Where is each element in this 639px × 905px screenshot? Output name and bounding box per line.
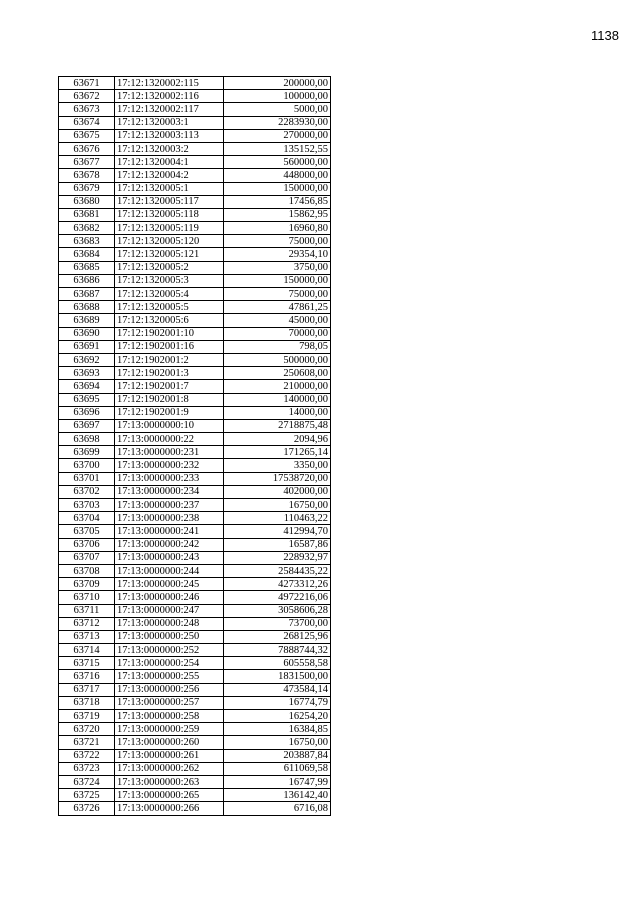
table-row [59,604,331,617]
table-row [59,538,331,551]
cadastral-number-cell: 17:13:0000000:252 [115,644,224,657]
table-row [59,301,331,314]
cadastral-number-cell: 17:12:1320005:119 [115,222,224,235]
row-number-cell: 63699 [59,446,115,459]
row-number-cell: 63684 [59,248,115,261]
cadastral-number-cell: 17:12:1320002:117 [115,103,224,116]
row-number-cell: 63706 [59,538,115,551]
row-number-cell: 63719 [59,710,115,723]
cadastral-number-cell: 17:12:1320003:113 [115,129,224,142]
cadastral-number-cell: 17:13:0000000:255 [115,670,224,683]
table-row [59,644,331,657]
row-number-cell: 63689 [59,314,115,327]
row-number-cell: 63686 [59,274,115,287]
cadastral-value-cell: 75000,00 [224,288,331,301]
cadastral-number-cell: 17:12:1902001:7 [115,380,224,393]
cadastral-value-cell: 3750,00 [224,261,331,274]
cadastral-number-cell: 17:13:0000000:244 [115,564,224,577]
row-number-cell: 63711 [59,604,115,617]
cadastral-number-cell: 17:13:0000000:256 [115,683,224,696]
table-row [59,116,331,129]
cadastral-value-cell: 448000,00 [224,169,331,182]
cadastral-value-cell: 210000,00 [224,380,331,393]
table-row [59,657,331,670]
cadastral-number-cell: 17:13:0000000:250 [115,630,224,643]
cadastral-value-cell: 73700,00 [224,617,331,630]
table-row [59,208,331,221]
cadastral-number-cell: 17:13:0000000:266 [115,802,224,815]
cadastral-value-cell: 4972216,06 [224,591,331,604]
cadastral-number-cell: 17:13:0000000:10 [115,419,224,432]
table-row [59,274,331,287]
table-row [59,327,331,340]
cadastral-value-cell: 17456,85 [224,195,331,208]
table-body [59,77,331,816]
table-row [59,103,331,116]
cadastral-value-cell: 412994,70 [224,525,331,538]
cadastral-value-cell: 17538720,00 [224,472,331,485]
table-row [59,222,331,235]
row-number-cell: 63708 [59,564,115,577]
table-row [59,406,331,419]
row-number-cell: 63714 [59,644,115,657]
table-row [59,670,331,683]
cadastral-number-cell: 17:12:1320004:1 [115,156,224,169]
cadastral-value-cell: 16750,00 [224,736,331,749]
table-row [59,77,331,90]
table-row [59,248,331,261]
row-number-cell: 63716 [59,670,115,683]
cadastral-value-cell: 2584435,22 [224,564,331,577]
cadastral-value-cell: 16747,99 [224,775,331,788]
cadastral-number-cell: 17:12:1320005:118 [115,208,224,221]
cadastral-value-cell: 500000,00 [224,353,331,366]
row-number-cell: 63671 [59,77,115,90]
row-number-cell: 63715 [59,657,115,670]
row-number-cell: 63707 [59,551,115,564]
row-number-cell: 63675 [59,129,115,142]
row-number-cell: 63709 [59,578,115,591]
row-number-cell: 63677 [59,156,115,169]
row-number-cell: 63701 [59,472,115,485]
row-number-cell: 63695 [59,393,115,406]
cadastral-value-cell: 150000,00 [224,182,331,195]
table-row [59,683,331,696]
cadastral-number-cell: 17:13:0000000:237 [115,499,224,512]
row-number-cell: 63696 [59,406,115,419]
row-number-cell: 63723 [59,762,115,775]
table-row [59,169,331,182]
cadastral-value-cell: 605558,58 [224,657,331,670]
table-row [59,129,331,142]
row-number-cell: 63718 [59,696,115,709]
cadastral-value-cell: 16750,00 [224,499,331,512]
table-row [59,353,331,366]
row-number-cell: 63674 [59,116,115,129]
row-number-cell: 63672 [59,90,115,103]
table-row [59,762,331,775]
cadastral-value-cell: 7888744,32 [224,644,331,657]
cadastral-value-cell: 5000,00 [224,103,331,116]
cadastral-value-cell: 14000,00 [224,406,331,419]
table-row [59,419,331,432]
cadastral-value-cell: 798,05 [224,340,331,353]
row-number-cell: 63687 [59,288,115,301]
cadastral-number-cell: 17:12:1320005:117 [115,195,224,208]
row-number-cell: 63704 [59,512,115,525]
cadastral-value-cell: 47861,25 [224,301,331,314]
table-row [59,696,331,709]
cadastral-number-cell: 17:13:0000000:233 [115,472,224,485]
cadastral-number-cell: 17:12:1320005:6 [115,314,224,327]
cadastral-number-cell: 17:12:1320005:3 [115,274,224,287]
cadastral-value-cell: 203887,84 [224,749,331,762]
row-number-cell: 63676 [59,142,115,155]
cadastral-value-cell: 135152,55 [224,142,331,155]
cadastral-value-cell: 2718875,48 [224,419,331,432]
cadastral-number-cell: 17:12:1320005:2 [115,261,224,274]
table-row [59,564,331,577]
cadastral-value-cell: 6716,08 [224,802,331,815]
cadastral-value-cell: 29354,10 [224,248,331,261]
row-number-cell: 63690 [59,327,115,340]
table-row [59,459,331,472]
cadastral-number-cell: 17:12:1320005:120 [115,235,224,248]
table-row [59,380,331,393]
cadastral-value-cell: 4273312,26 [224,578,331,591]
cadastral-number-cell: 17:12:1902001:2 [115,353,224,366]
cadastral-value-cell: 268125,96 [224,630,331,643]
table-row [59,512,331,525]
cadastral-number-cell: 17:13:0000000:259 [115,723,224,736]
cadastral-value-cell: 136142,40 [224,789,331,802]
table-row [59,288,331,301]
table-row [59,551,331,564]
cadastral-value-cell: 15862,95 [224,208,331,221]
cadastral-value-cell: 473584,14 [224,683,331,696]
table-row [59,525,331,538]
cadastral-value-cell: 16384,85 [224,723,331,736]
table-row [59,710,331,723]
table-row [59,367,331,380]
cadastral-number-cell: 17:13:0000000:243 [115,551,224,564]
row-number-cell: 63720 [59,723,115,736]
cadastral-number-cell: 17:13:0000000:260 [115,736,224,749]
cadastral-number-cell: 17:12:1320002:116 [115,90,224,103]
cadastral-number-cell: 17:13:0000000:263 [115,775,224,788]
table-row [59,235,331,248]
cadastral-value-cell: 560000,00 [224,156,331,169]
cadastral-value-cell: 270000,00 [224,129,331,142]
cadastral-value-cell: 171265,14 [224,446,331,459]
table-row [59,393,331,406]
row-number-cell: 63693 [59,367,115,380]
row-number-cell: 63688 [59,301,115,314]
row-number-cell: 63692 [59,353,115,366]
cadastral-number-cell: 17:13:0000000:241 [115,525,224,538]
cadastral-value-cell: 150000,00 [224,274,331,287]
cadastral-value-cell: 200000,00 [224,77,331,90]
cadastral-number-cell: 17:12:1902001:3 [115,367,224,380]
cadastral-value-cell: 1831500,00 [224,670,331,683]
row-number-cell: 63698 [59,433,115,446]
row-number-cell: 63702 [59,485,115,498]
cadastral-number-cell: 17:12:1902001:10 [115,327,224,340]
cadastral-value-cell: 16587,86 [224,538,331,551]
cadastral-value-cell: 140000,00 [224,393,331,406]
cadastral-value-cell: 16254,20 [224,710,331,723]
cadastral-number-cell: 17:12:1320003:1 [115,116,224,129]
cadastral-number-cell: 17:12:1320004:2 [115,169,224,182]
row-number-cell: 63724 [59,775,115,788]
table-row [59,802,331,815]
table-row [59,617,331,630]
row-number-cell: 63694 [59,380,115,393]
cadastral-value-cell: 16774,79 [224,696,331,709]
cadastral-number-cell: 17:13:0000000:257 [115,696,224,709]
row-number-cell: 63722 [59,749,115,762]
table-row [59,789,331,802]
cadastral-value-cell: 100000,00 [224,90,331,103]
cadastral-value-cell: 75000,00 [224,235,331,248]
cadastral-value-cell: 16960,80 [224,222,331,235]
cadastral-number-cell: 17:13:0000000:234 [115,485,224,498]
cadastral-value-cell: 2094,96 [224,433,331,446]
row-number-cell: 63678 [59,169,115,182]
cadastral-number-cell: 17:13:0000000:254 [115,657,224,670]
table-row [59,433,331,446]
row-number-cell: 63705 [59,525,115,538]
cadastral-value-cell: 2283930,00 [224,116,331,129]
table-row [59,736,331,749]
table-row [59,340,331,353]
cadastral-number-cell: 17:13:0000000:248 [115,617,224,630]
table-row [59,775,331,788]
table-row [59,182,331,195]
row-number-cell: 63725 [59,789,115,802]
row-number-cell: 63673 [59,103,115,116]
cadastral-value-cell: 3350,00 [224,459,331,472]
cadastral-number-cell: 17:12:1320005:5 [115,301,224,314]
row-number-cell: 63700 [59,459,115,472]
table-row [59,630,331,643]
row-number-cell: 63713 [59,630,115,643]
cadastral-number-cell: 17:13:0000000:232 [115,459,224,472]
cadastral-number-cell: 17:13:0000000:258 [115,710,224,723]
row-number-cell: 63679 [59,182,115,195]
row-number-cell: 63683 [59,235,115,248]
table-row [59,195,331,208]
cadastral-number-cell: 17:13:0000000:261 [115,749,224,762]
row-number-cell: 63710 [59,591,115,604]
table-row [59,749,331,762]
table-row [59,499,331,512]
table-row [59,485,331,498]
cadastral-number-cell: 17:12:1902001:8 [115,393,224,406]
cadastral-number-cell: 17:13:0000000:245 [115,578,224,591]
row-number-cell: 63721 [59,736,115,749]
table-row [59,723,331,736]
cadastral-value-cell: 228932,97 [224,551,331,564]
table-row [59,90,331,103]
cadastral-number-cell: 17:13:0000000:238 [115,512,224,525]
cadastral-number-cell: 17:12:1320005:4 [115,288,224,301]
cadastral-value-cell: 110463,22 [224,512,331,525]
table-row [59,472,331,485]
row-number-cell: 63717 [59,683,115,696]
row-number-cell: 63726 [59,802,115,815]
cadastral-value-cell: 611069,58 [224,762,331,775]
cadastral-value-cell: 402000,00 [224,485,331,498]
row-number-cell: 63681 [59,208,115,221]
cadastral-number-cell: 17:13:0000000:247 [115,604,224,617]
cadastral-number-cell: 17:13:0000000:22 [115,433,224,446]
table-row [59,446,331,459]
cadastral-value-cell: 70000,00 [224,327,331,340]
row-number-cell: 63682 [59,222,115,235]
cadastral-number-cell: 17:13:0000000:262 [115,762,224,775]
row-number-cell: 63685 [59,261,115,274]
table-row [59,142,331,155]
table-row [59,156,331,169]
cadastral-value-cell: 250608,00 [224,367,331,380]
table-row [59,578,331,591]
cadastral-number-cell: 17:12:1320003:2 [115,142,224,155]
cadastral-value-cell: 45000,00 [224,314,331,327]
cadastral-number-cell: 17:12:1902001:16 [115,340,224,353]
row-number-cell: 63691 [59,340,115,353]
page-number: 1138 [591,28,619,43]
cadastral-number-cell: 17:13:0000000:231 [115,446,224,459]
cadastral-value-cell: 3058606,28 [224,604,331,617]
cadastral-number-cell: 17:13:0000000:242 [115,538,224,551]
table-row [59,261,331,274]
cadastral-number-cell: 17:12:1320002:115 [115,77,224,90]
row-number-cell: 63680 [59,195,115,208]
cadastral-number-cell: 17:12:1320005:1 [115,182,224,195]
cadastral-number-cell: 17:13:0000000:246 [115,591,224,604]
table-row [59,314,331,327]
row-number-cell: 63697 [59,419,115,432]
row-number-cell: 63703 [59,499,115,512]
cadastral-value-table [58,76,331,816]
cadastral-number-cell: 17:13:0000000:265 [115,789,224,802]
row-number-cell: 63712 [59,617,115,630]
cadastral-number-cell: 17:12:1320005:121 [115,248,224,261]
cadastral-number-cell: 17:12:1902001:9 [115,406,224,419]
table-row [59,591,331,604]
